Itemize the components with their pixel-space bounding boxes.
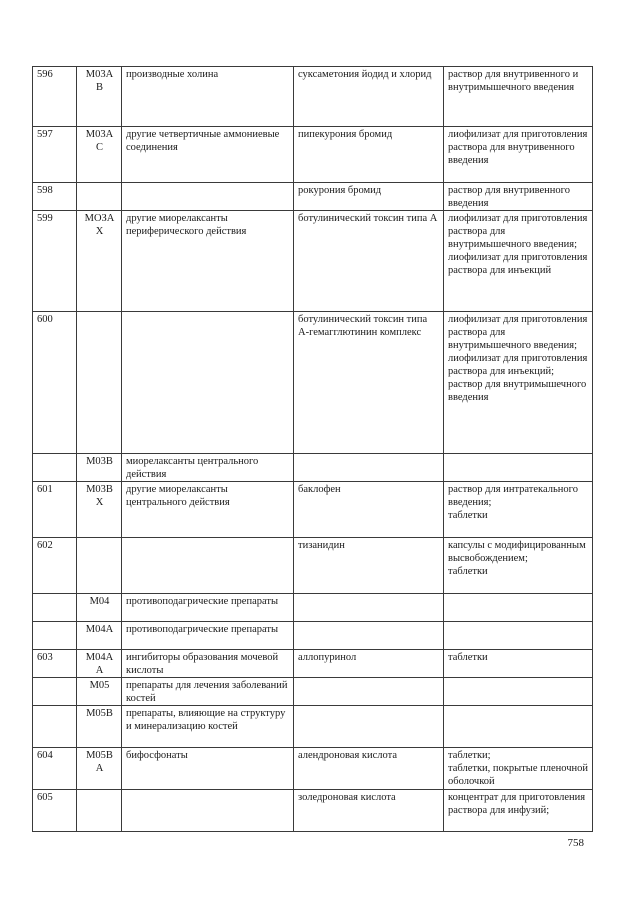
row-number-cell xyxy=(33,678,77,706)
atc-code-cell: М03А В xyxy=(77,67,122,127)
atc-code-cell: М05В xyxy=(77,706,122,748)
substance-cell xyxy=(294,678,444,706)
drug-list-table xyxy=(32,66,593,832)
substance-cell: алендроновая кислота xyxy=(294,748,444,790)
pharm-group-cell: ингибиторы образования мочевой кислоты xyxy=(122,650,294,678)
substance-cell: ботулинический токсин типа А xyxy=(294,211,444,312)
dosage-form-cell: концентрат для приготовления раствора для инфузий; xyxy=(444,790,593,832)
substance-cell xyxy=(294,706,444,748)
dosage-form-cell xyxy=(444,622,593,650)
dosage-form-cell: лиофилизат для приготовления раствора для внутримышечного введения; лиофилизат для приготовления раствора для инъекций; раствор для внутримышечного введения xyxy=(444,312,593,454)
row-number-cell: 603 xyxy=(33,650,77,678)
atc-code-cell: М05 xyxy=(77,678,122,706)
substance-cell: рокурония бромид xyxy=(294,183,444,211)
dosage-form-cell: лиофилизат для приготовления раствора для внутривенного введения xyxy=(444,127,593,183)
row-number-cell: 598 xyxy=(33,183,77,211)
atc-code-cell xyxy=(77,790,122,832)
table-row xyxy=(33,650,593,678)
row-number-cell: 596 xyxy=(33,67,77,127)
substance-cell: золедроновая кислота xyxy=(294,790,444,832)
row-number-cell: 604 xyxy=(33,748,77,790)
table-row xyxy=(33,622,593,650)
dosage-form-cell: раствор для внутривенного и внутримышечного введения xyxy=(444,67,593,127)
atc-code-cell: М03В xyxy=(77,454,122,482)
pharm-group-cell: миорелаксанты центрального действия xyxy=(122,454,294,482)
dosage-form-cell: раствор для внутривенного введения xyxy=(444,183,593,211)
substance-cell xyxy=(294,454,444,482)
dosage-form-cell xyxy=(444,706,593,748)
substance-cell: баклофен xyxy=(294,482,444,538)
dosage-form-cell: капсулы с модифицированным высвобождением; таблетки xyxy=(444,538,593,594)
dosage-form-cell xyxy=(444,678,593,706)
pharm-group-cell: другие миорелаксанты центрального действия xyxy=(122,482,294,538)
dosage-form-cell: таблетки; таблетки, покрытые пленочной оболочкой xyxy=(444,748,593,790)
substance-cell xyxy=(294,622,444,650)
table-row xyxy=(33,312,593,454)
row-number-cell: 601 xyxy=(33,482,77,538)
pharm-group-cell: препараты, влияющие на структуру и минерализацию костей xyxy=(122,706,294,748)
atc-code-cell xyxy=(77,183,122,211)
row-number-cell xyxy=(33,594,77,622)
row-number-cell: 602 xyxy=(33,538,77,594)
dosage-form-cell xyxy=(444,594,593,622)
row-number-cell: 597 xyxy=(33,127,77,183)
substance-cell xyxy=(294,594,444,622)
substance-cell: суксаметония йодид и хлорид xyxy=(294,67,444,127)
atc-code-cell: М04А xyxy=(77,622,122,650)
table-row xyxy=(33,678,593,706)
dosage-form-cell: таблетки xyxy=(444,650,593,678)
row-number-cell: 605 xyxy=(33,790,77,832)
pharm-group-cell xyxy=(122,312,294,454)
atc-code-cell: МОЗА X xyxy=(77,211,122,312)
atc-code-cell: М03А С xyxy=(77,127,122,183)
table-body xyxy=(33,67,593,832)
table-row xyxy=(33,594,593,622)
pharm-group-cell: препараты для лечения заболеваний костей xyxy=(122,678,294,706)
row-number-cell xyxy=(33,706,77,748)
atc-code-cell: М05В А xyxy=(77,748,122,790)
pharm-group-cell: противоподагрические препараты xyxy=(122,622,294,650)
pharm-group-cell xyxy=(122,183,294,211)
table-row xyxy=(33,748,593,790)
dosage-form-cell: раствор для интратекального введения; таблетки xyxy=(444,482,593,538)
table-row xyxy=(33,706,593,748)
table-row xyxy=(33,127,593,183)
substance-cell: тизанидин xyxy=(294,538,444,594)
substance-cell: ботулинический токсин типа А-гемагглютинин комплекс xyxy=(294,312,444,454)
row-number-cell xyxy=(33,454,77,482)
pharm-group-cell: производные холина xyxy=(122,67,294,127)
pharm-group-cell: другие миорелаксанты периферического действия xyxy=(122,211,294,312)
atc-code-cell xyxy=(77,538,122,594)
table-row xyxy=(33,183,593,211)
row-number-cell: 600 xyxy=(33,312,77,454)
atc-code-cell: М04А А xyxy=(77,650,122,678)
page-number: 758 xyxy=(567,837,584,849)
substance-cell: пипекурония бромид xyxy=(294,127,444,183)
table-row xyxy=(33,454,593,482)
pharm-group-cell xyxy=(122,538,294,594)
table-row xyxy=(33,538,593,594)
substance-cell: аллопуринол xyxy=(294,650,444,678)
atc-code-cell: М03В X xyxy=(77,482,122,538)
atc-code-cell xyxy=(77,312,122,454)
table-row xyxy=(33,211,593,312)
dosage-form-cell xyxy=(444,454,593,482)
pharm-group-cell: бифосфонаты xyxy=(122,748,294,790)
atc-code-cell: М04 xyxy=(77,594,122,622)
table-row xyxy=(33,67,593,127)
row-number-cell xyxy=(33,622,77,650)
table-row xyxy=(33,790,593,832)
pharm-group-cell: другие четвертичные аммониевые соединения xyxy=(122,127,294,183)
row-number-cell: 599 xyxy=(33,211,77,312)
pharm-group-cell xyxy=(122,790,294,832)
table-row xyxy=(33,482,593,538)
pharm-group-cell: противоподагрические препараты xyxy=(122,594,294,622)
dosage-form-cell: лиофилизат для приготовления раствора для внутримышечного введения; лиофилизат для приготовления раствора для инъекций xyxy=(444,211,593,312)
